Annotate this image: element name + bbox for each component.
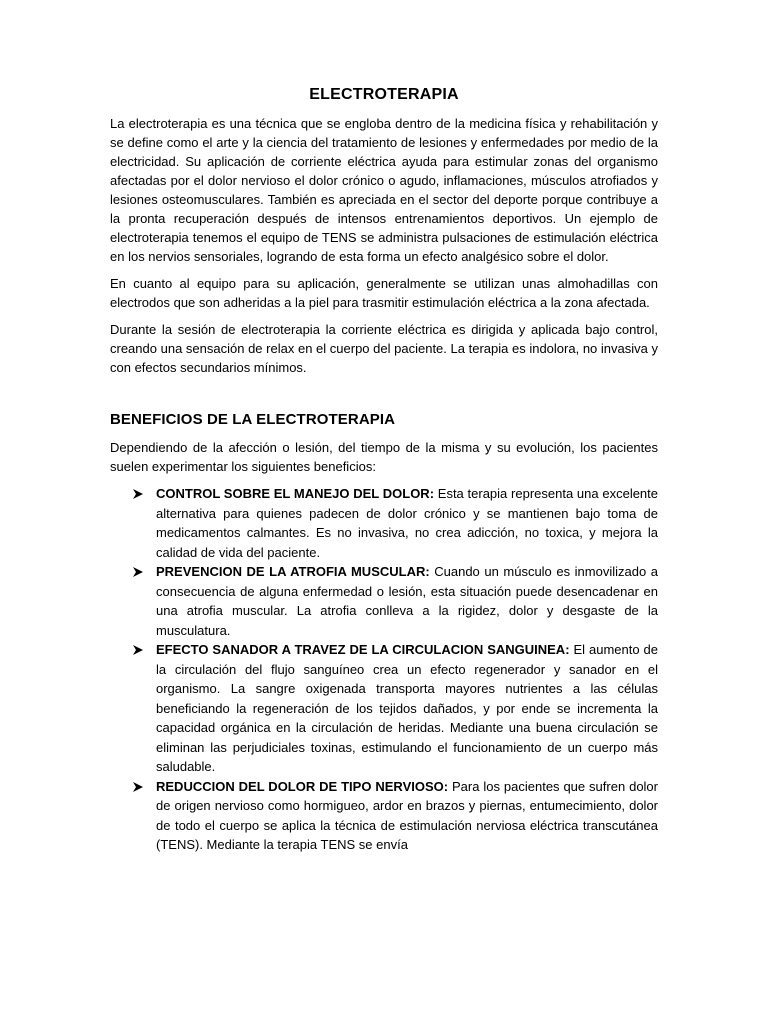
benefits-list <box>110 484 658 855</box>
benefit-text: Para los pacientes que sufren dolor de origen nervioso como hormigueo, ardor en brazos y piernas, entumecimiento, dolor de todo el cuerpo se aplica la técnica de estimulación nerviosa eléctrica transcutánea (TENS). Mediante la terapia TENS se envía <box>156 778 658 852</box>
benefit-title: REDUCCION DEL DOLOR DE TIPO NERVIOSO: <box>156 778 449 794</box>
benefit-title: EFECTO SANADOR A TRAVEZ DE LA CIRCULACION SANGUINEA: <box>156 642 570 657</box>
benefit-text: El aumento de la circulación del flujo sanguíneo crea un efecto regenerador y sanador en el organismo. La sangre oxigenada transporta mayores nutrientes a las células beneficiando la regeneración de los tejidos dañados, y por ende se incrementa la capacidad orgánica en la circulación de heridas. Mediante una buena circulación se eliminan las perjudiciales toxinas, estimulando el funcionamiento de un cuerpo más saludable. <box>156 642 658 774</box>
document-title: ELECTROTERAPIA <box>309 86 459 103</box>
paragraph-session: Durante la sesión de electroterapia la corriente eléctrica es dirigida y aplicada bajo control, creando una sensación de relax en el cuerpo del paciente. La terapia es indolora, no invasiva y con efectos secundarios mínimos. <box>110 322 658 375</box>
benefit-title: PREVENCION DE LA ATROFIA MUSCULAR: <box>156 564 430 579</box>
arrowhead-bullet-icon <box>132 566 144 578</box>
list-item <box>110 562 658 640</box>
section-heading-benefits: BENEFICIOS DE LA ELECTROTERAPIA <box>110 411 396 428</box>
list-item <box>110 484 658 562</box>
benefit-text: Cuando un músculo es inmovilizado a consecuencia de alguna enfermedad o lesión, esta situación puede desencadenar en una atrofia muscular. La atrofia conlleva a la rigidez, dolor y desgaste de la musculatura. <box>156 564 658 638</box>
arrowhead-bullet-icon <box>132 781 144 793</box>
list-item <box>110 777 658 855</box>
list-item <box>110 640 658 777</box>
benefit-title: CONTROL SOBRE EL MANEJO DEL DOLOR: <box>156 486 435 501</box>
arrowhead-bullet-icon <box>132 644 144 656</box>
paragraph-benefits-intro: Dependiendo de la afección o lesión, del tiempo de la misma y su evolución, los pacientes suelen experimentar los siguientes beneficios: <box>110 440 658 474</box>
paragraph-equipment: En cuanto al equipo para su aplicación, generalmente se utilizan unas almohadillas con electrodos que son adheridas a la piel para trasmitir estimulación eléctrica a la zona afectada. <box>110 276 658 310</box>
benefit-text: Esta terapia representa una excelente alternativa para quienes padecen de dolor crónico y se mantienen bajo toma de medicamentos calmantes. Es no invasiva, no crea adicción, no toxica, y mejora la calidad de vida del paciente. <box>156 486 659 560</box>
paragraph-intro: La electroterapia es una técnica que se engloba dentro de la medicina física y rehabilitación y se define como el arte y la ciencia del tratamiento de lesiones y enfermedades por medio de la electricidad. Su aplicación de corriente eléctrica ayuda para estimular zonas del organismo afectadas por el dolor nervioso el dolor crónico o agudo, inflamaciones, músculos atrofiados y lesiones osteomusculares. También es apreciada en el sector del deporte porque contribuye a la pronta recuperación después de intensos entrenamientos deportivos. Un ejemplo de electroterapia tenemos el equipo de TENS se administra pulsaciones de estimulación eléctrica en los nervios sensoriales, logrando de esta forma un efecto analgésico sobre el dolor. <box>110 116 658 264</box>
arrowhead-bullet-icon <box>132 488 144 500</box>
